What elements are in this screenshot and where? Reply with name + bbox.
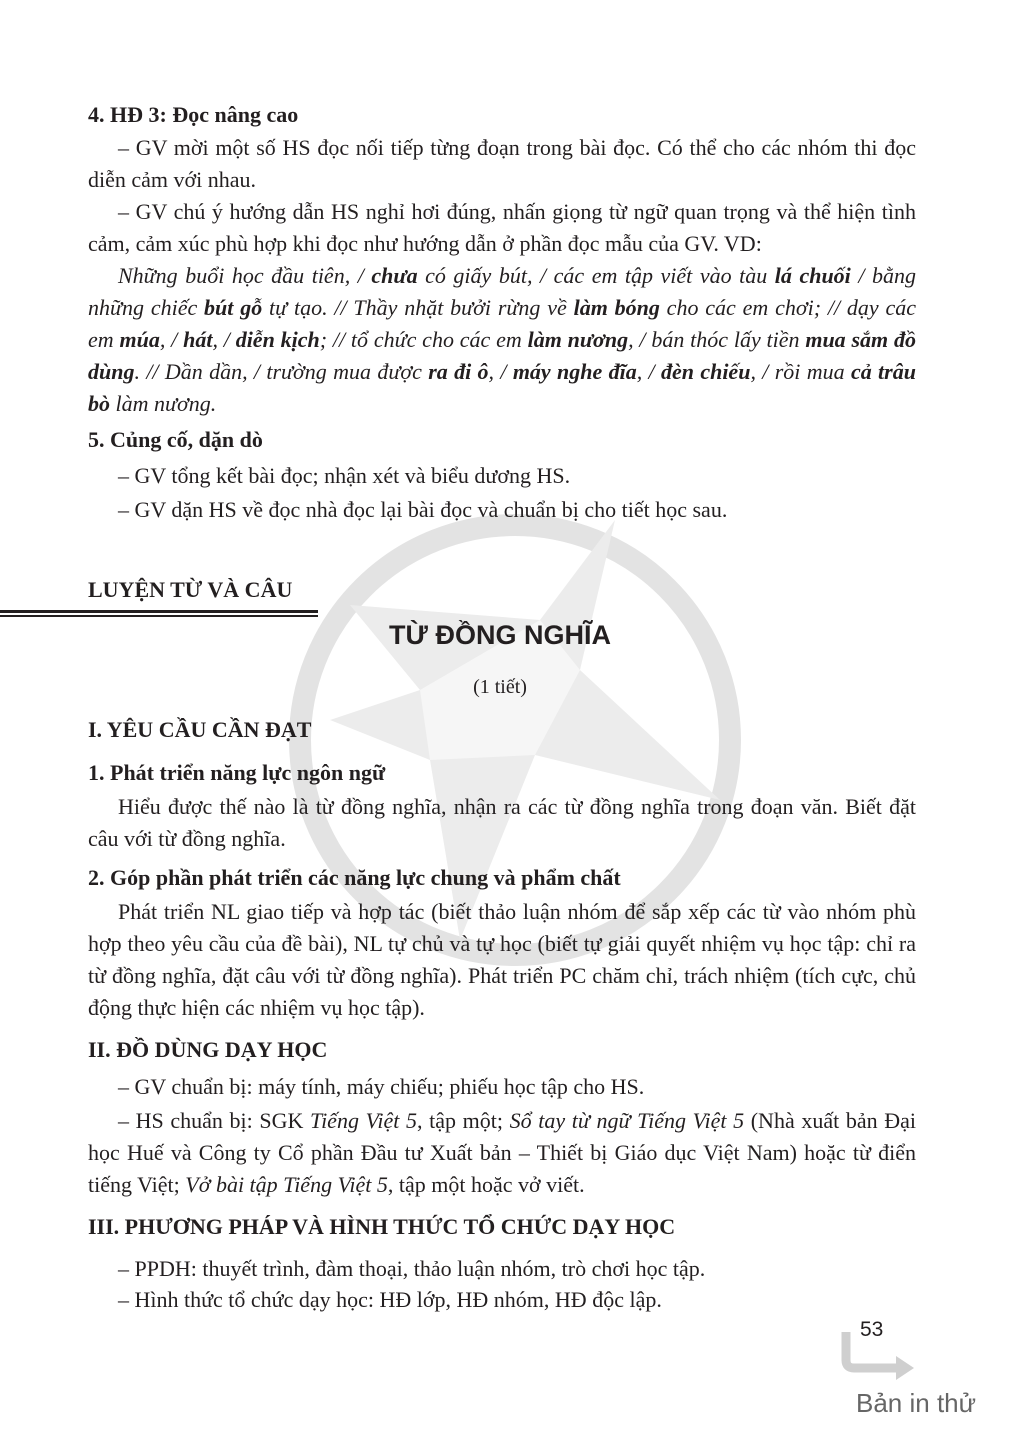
- emphasized-phrase: hát: [183, 327, 213, 352]
- requirements-subheading-2: 2. Góp phần phát triển các năng lực chung và phẩm chất: [88, 865, 621, 890]
- wrapup-paragraph-2: – GV dặn HS về đọc nhà đọc lại bài đọc và chuẩn bị cho tiết học sau.: [118, 497, 728, 522]
- emphasized-phrase: làm bóng: [573, 295, 660, 320]
- example-text: , / rồi mua: [750, 359, 851, 384]
- emphasized-phrase: chưa: [371, 263, 418, 288]
- requirements-heading: I. YÊU CẦU CẦN ĐẠT: [88, 717, 312, 742]
- tools-heading: II. ĐỒ DÙNG DẠY HỌC: [88, 1037, 328, 1062]
- example-text: , /: [159, 327, 184, 352]
- page-number: 53: [860, 1318, 884, 1341]
- methods-paragraph-2: – Hình thức tổ chức dạy học: HĐ lớp, HĐ nhóm, HĐ độc lập.: [118, 1287, 662, 1312]
- requirements-subheading-1: 1. Phát triển năng lực ngôn ngữ: [88, 760, 386, 785]
- example-text: / bằng những chiếc: [88, 263, 916, 320]
- example-text: , /: [636, 359, 661, 384]
- emphasized-phrase: múa: [119, 327, 160, 352]
- example-text: có giấy bút, / các em tập viết vào tàu: [417, 263, 775, 288]
- requirements-paragraph-1: Hiểu được thế nào là từ đồng nghĩa, nhận ra các từ đồng nghĩa trong đoạn văn. Biết đặt câu với từ đồng nghĩa.: [88, 794, 916, 851]
- example-text: . // Dần dần, / trường mua được: [134, 359, 429, 384]
- print-proof-label: Bản in thử: [856, 1388, 977, 1418]
- hd3-paragraph-1: – GV mời một số HS đọc nối tiếp từng đoạn trong bài đọc. Có thể cho các nhóm thi đọc diễn cảm với nhau.: [88, 135, 916, 192]
- emphasized-phrase: mua sắm đồ dùng: [88, 327, 916, 384]
- wrapup-heading: 5. Củng cố, dặn dò: [88, 427, 263, 452]
- hd3-paragraph-2: – GV chú ý hướng dẫn HS nghỉ hơi đúng, nhấn giọng từ ngữ quan trọng và thể hiện tình cảm, cảm xúc phù hợp khi đọc như hướng dẫn ở phần đọc mẫu của GV. VD:: [88, 199, 916, 256]
- book-title: Vở bài tập Tiếng Việt 5: [185, 1172, 388, 1197]
- reading-example: [88, 260, 916, 420]
- lesson-duration: (1 tiết): [473, 676, 527, 698]
- section-divider: [0, 610, 318, 617]
- methods-heading: III. PHƯƠNG PHÁP VÀ HÌNH THỨC TỔ CHỨC DẠY HỌC: [88, 1214, 676, 1239]
- emphasized-phrase: đèn chiếu: [660, 359, 751, 384]
- example-text: làm nương.: [110, 391, 217, 416]
- book-title: Tiếng Việt 5: [310, 1108, 418, 1133]
- emphasized-phrase: lá chuối: [774, 263, 851, 288]
- example-text: , /: [212, 327, 236, 352]
- requirements-paragraph-2: Phát triển NL giao tiếp và hợp tác (biết thảo luận nhóm để sắp xếp các từ vào nhóm phù hợp theo yêu cầu của đề bài), NL tự chủ và tự học (biết tự giải quyết nhiệm vụ học tập: chỉ ra từ đồng nghĩa, đặt câu với từ đồng nghĩa). Phát triển PC chăm chỉ, trách nhiệm (tích cực, chủ động thực hiện các nhiệm vụ học tập).: [88, 899, 916, 1020]
- tools-text: – HS chuẩn bị: SGK: [118, 1108, 311, 1133]
- example-text: tự tạo. // Thầy nhặt bưởi rừng về: [262, 295, 574, 320]
- example-text: cho các em chơi; // dạy các em: [88, 295, 916, 352]
- emphasized-phrase: ra đi ô: [428, 359, 489, 384]
- example-text: , / bán thóc lấy tiền: [628, 327, 806, 352]
- tools-paragraph-1: – GV chuẩn bị: máy tính, máy chiếu; phiếu học tập cho HS.: [118, 1074, 645, 1099]
- lesson-title: TỪ ĐỒNG NGHĨA: [389, 620, 611, 650]
- example-text: ; // tổ chức cho các em: [319, 327, 528, 352]
- tools-text: (Nhà xuất bản Đại học Huế và Công ty Cổ phần Đầu tư Xuất bản – Thiết bị Giáo dục Việt Nam) hoặc từ điển tiếng Việt;: [88, 1108, 917, 1197]
- emphasized-phrase: làm nương: [527, 327, 629, 352]
- emphasized-phrase: diễn kịch: [235, 327, 320, 352]
- example-text: , /: [488, 359, 513, 384]
- wrapup-paragraph-1: – GV tổng kết bài đọc; nhận xét và biểu dương HS.: [118, 463, 571, 488]
- methods-paragraph-1: – PPDH: thuyết trình, đàm thoại, thảo luận nhóm, trò chơi học tập.: [118, 1256, 706, 1281]
- hd3-heading: 4. HĐ 3: Đọc nâng cao: [88, 102, 299, 127]
- book-title: Sổ tay từ ngữ Tiếng Việt 5: [509, 1108, 745, 1133]
- tools-text: , tập một;: [417, 1108, 510, 1133]
- section-label: LUYỆN TỪ VÀ CÂU: [88, 577, 293, 602]
- tools-paragraph-2: [88, 1105, 916, 1201]
- tools-text: , tập một hoặc vở viết.: [387, 1172, 585, 1197]
- emphasized-phrase: máy nghe đĩa: [512, 359, 637, 384]
- example-text: Những buổi học đầu tiên, /: [118, 263, 372, 288]
- emphasized-phrase: bút gỗ: [204, 295, 263, 320]
- emphasized-phrase: cả trâu bò: [88, 359, 916, 416]
